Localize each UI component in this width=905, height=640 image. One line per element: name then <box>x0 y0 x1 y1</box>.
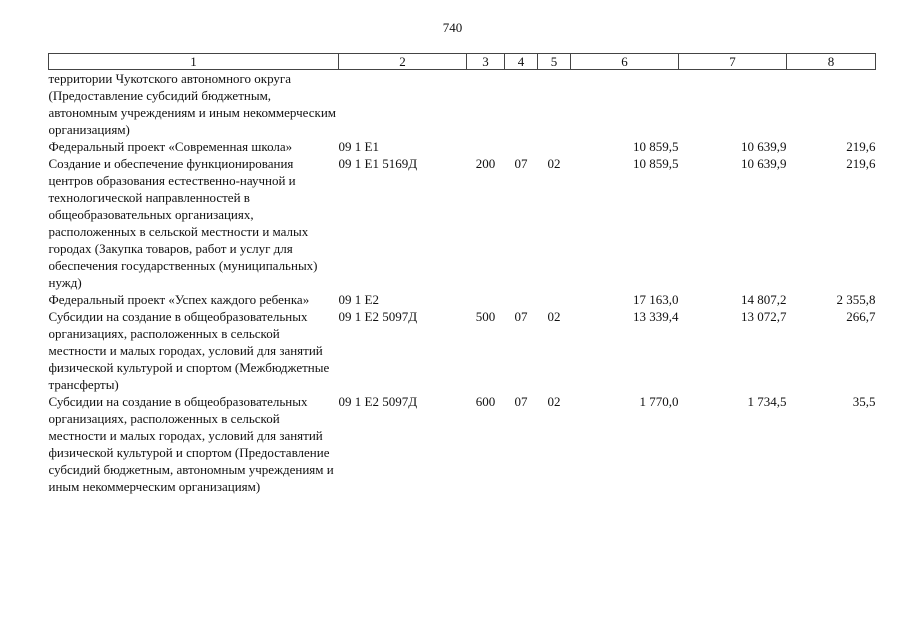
row-name: Субсидии на создание в общеобразовательных организациях, расположенных в сельской местности и малых городах, условий для занятий физической культурой и спортом (Межбюджетные трансферты) <box>48 309 330 392</box>
row-value-6: 10 859,5 <box>633 139 679 154</box>
row-value-6: 17 163,0 <box>633 292 679 307</box>
row-code: 09 1 E2 5097Д <box>338 309 418 324</box>
row-expense-type <box>467 70 505 139</box>
row-value-7: 10 639,9 <box>741 139 787 154</box>
row-expense-type: 200 <box>475 156 496 171</box>
row-value-8: 219,6 <box>846 156 876 171</box>
row-code: 09 1 E2 <box>338 292 379 307</box>
row-subsection: 02 <box>547 156 561 171</box>
row-value-7: 14 807,2 <box>741 292 787 307</box>
row-value-6 <box>571 70 679 139</box>
row-name: территории Чукотского автономного округа (Предоставление субсидий бюджетным, автономным учреждениям и иным некоммерческим организациям) <box>48 71 337 137</box>
row-expense-type: 500 <box>475 309 496 324</box>
row-value-7 <box>679 70 787 139</box>
page-number: 740 <box>442 20 463 35</box>
row-value-8: 2 355,8 <box>836 292 876 307</box>
row-expense-type <box>467 138 505 155</box>
row-name: Субсидии на создание в общеобразовательных организациях, расположенных в сельской местности и малых городах, условий для занятий физической культурой и спортом (Предоставление субсидий бюджетным, автономным учреждениям и иным некоммерческим организациям) <box>48 394 334 494</box>
row-value-6: 13 339,4 <box>633 309 679 324</box>
row-name: Федеральный проект «Современная школа» <box>48 139 293 154</box>
row-section: 07 <box>514 394 528 409</box>
column-header: 1 <box>49 54 339 70</box>
row-value-8: 266,7 <box>846 309 876 324</box>
row-value-7: 1 734,5 <box>747 394 787 409</box>
column-header: 5 <box>538 54 571 70</box>
row-code <box>339 70 467 139</box>
row-name: Федеральный проект «Успех каждого ребенка» <box>48 292 310 307</box>
row-value-8 <box>787 70 876 139</box>
column-header: 4 <box>505 54 538 70</box>
row-code: 09 1 E2 5097Д <box>338 394 418 409</box>
row-subsection: 02 <box>547 394 561 409</box>
row-name: Создание и обеспечение функционирования центров образования естественно-научной и технологической направленностей в общеобразовательных организациях, расположенных в сельской местности и малых городах (Закупка товаров, работ и услуг для обеспечения государственных (муниципальных) нужд) <box>48 156 318 290</box>
row-value-8: 35,5 <box>852 394 876 409</box>
table-row <box>49 291 876 308</box>
table-row <box>49 308 876 393</box>
row-section: 07 <box>514 156 528 171</box>
row-expense-type <box>467 291 505 308</box>
row-value-7: 10 639,9 <box>741 156 787 171</box>
row-code: 09 1 E1 5169Д <box>338 156 418 171</box>
row-code: 09 1 E1 <box>338 139 379 154</box>
column-number-row <box>49 54 876 70</box>
row-value-7: 13 072,7 <box>741 309 787 324</box>
row-value-6: 10 859,5 <box>633 156 679 171</box>
row-subsection <box>538 70 571 139</box>
row-section: 07 <box>514 309 528 324</box>
row-expense-type: 600 <box>475 394 496 409</box>
column-header: 6 <box>571 54 679 70</box>
table-row <box>49 138 876 155</box>
table-row <box>49 155 876 291</box>
row-section <box>505 70 538 139</box>
column-header: 3 <box>467 54 505 70</box>
table-row <box>49 393 876 495</box>
table-row <box>49 70 876 139</box>
column-header: 7 <box>679 54 787 70</box>
row-subsection <box>538 291 571 308</box>
column-header: 2 <box>339 54 467 70</box>
row-subsection <box>538 138 571 155</box>
column-header: 8 <box>787 54 876 70</box>
budget-table <box>48 53 876 495</box>
row-value-8: 219,6 <box>846 139 876 154</box>
row-value-6: 1 770,0 <box>639 394 679 409</box>
row-section <box>505 291 538 308</box>
row-subsection: 02 <box>547 309 561 324</box>
row-section <box>505 138 538 155</box>
